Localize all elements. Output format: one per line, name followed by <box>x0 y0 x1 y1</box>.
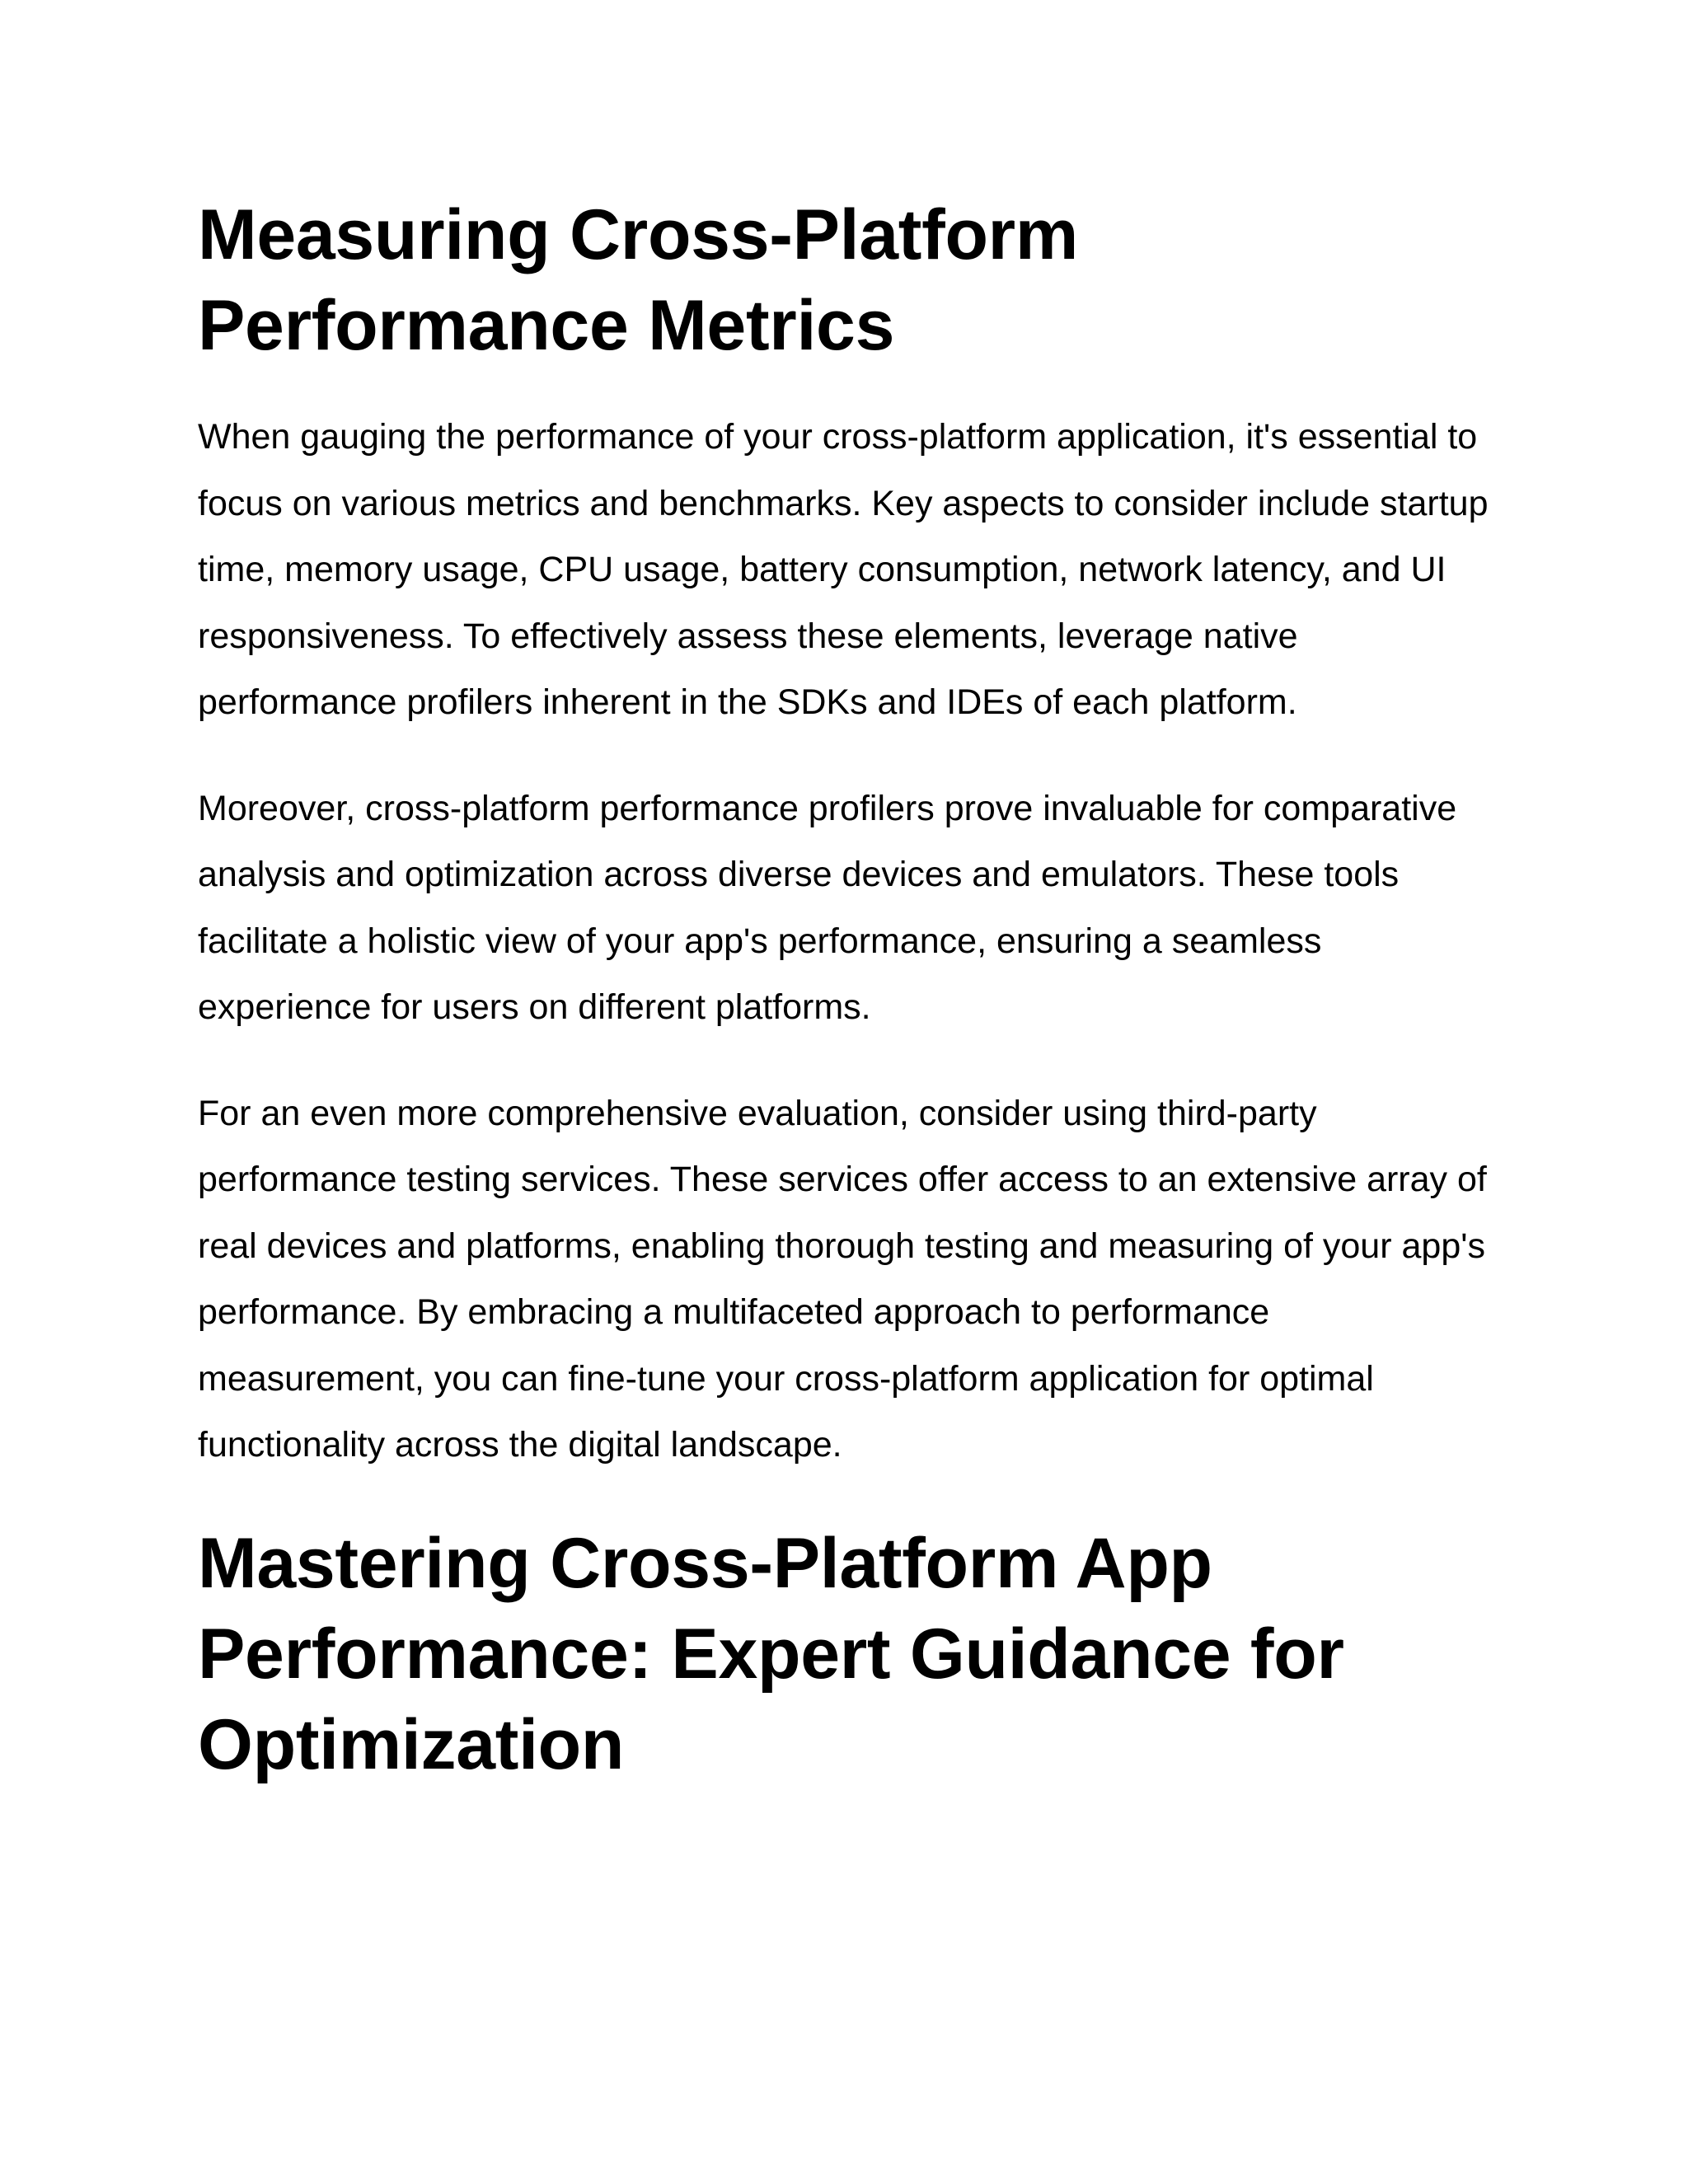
paragraph-profilers: Moreover, cross-platform performance profilers prove invaluable for comparative analysis and optimization across diverse devices and emulators. These tools facilitate a holistic view of your app's performance, ensuring a seamless experience for users on different platforms. <box>198 788 1457 1027</box>
section-heading-mastering-performance: Mastering Cross-Platform App Performance: Expert Guidance for Optimization <box>198 1523 1344 1784</box>
section-heading-measuring-metrics: Measuring Cross-Platform Performance Metrics <box>198 195 1079 365</box>
paragraph-third-party-services: For an even more comprehensive evaluation, consider using third-party performance testing services. These services offer access to an extensive array of real devices and platforms, enabling thorough testing and measuring of your app's performance. By embracing a multifaceted approach to performance measurement, you can fine-tune your cross-platform application for optimal functionality across the digital landscape. <box>198 1093 1487 1465</box>
paragraph-metrics-intro: When gauging the performance of your cross-platform application, it's essential to focus on various metrics and benchmarks. Key aspects to consider include startup time, memory usage, CPU usage, battery consumption, network latency, and UI responsiveness. To effectively assess these elements, leverage native performance profilers inherent in the SDKs and IDEs of each platform. <box>198 417 1489 722</box>
document-page <box>198 190 1500 1790</box>
